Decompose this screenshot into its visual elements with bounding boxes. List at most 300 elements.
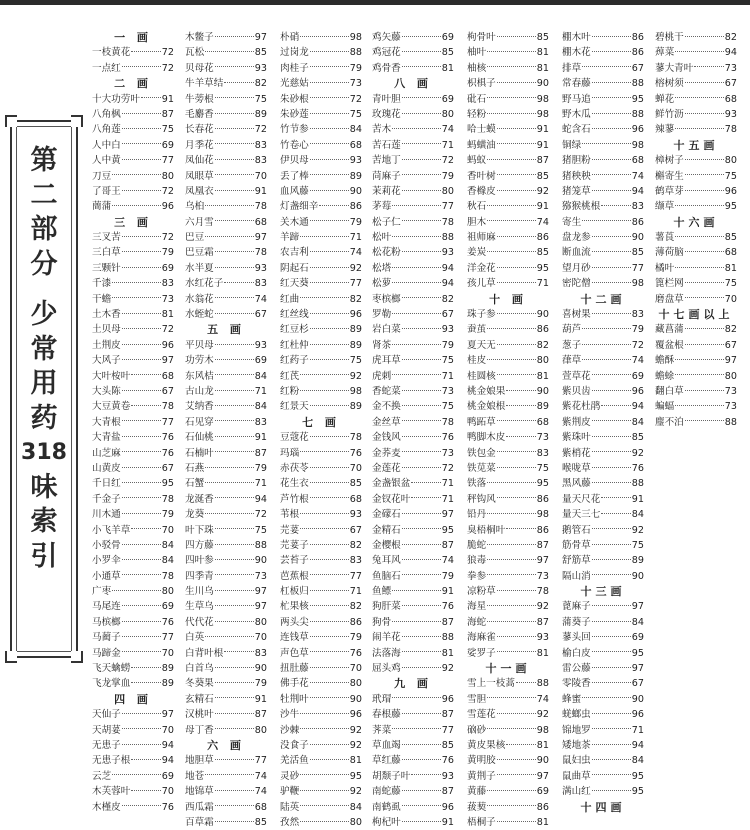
dot-leader	[402, 713, 441, 714]
dot-leader	[506, 405, 535, 406]
dot-leader	[310, 128, 349, 129]
index-entry	[655, 384, 737, 399]
index-entry	[655, 338, 737, 353]
herb-name: 生川乌	[185, 586, 214, 598]
page-number: 92	[349, 786, 362, 798]
herb-name: 砒石	[467, 93, 487, 105]
index-entry	[92, 553, 174, 568]
herb-name: 红豆杉	[280, 324, 309, 336]
stroke-count-heading: 七 画	[302, 415, 340, 429]
herb-name: 凤眼草	[185, 170, 214, 182]
dot-leader	[411, 497, 440, 498]
herb-name: 广枣	[92, 586, 112, 598]
dot-leader	[392, 697, 441, 698]
herb-name: 孩儿草	[467, 278, 496, 290]
index-entry	[562, 553, 644, 568]
page-number: 72	[254, 124, 267, 136]
herb-name: 马蔺子	[92, 632, 121, 644]
dot-leader	[300, 528, 349, 529]
page-number: 92	[441, 663, 454, 675]
herb-name: 鲜竹沥	[655, 108, 684, 120]
dot-leader	[592, 544, 631, 545]
dot-leader	[592, 682, 631, 683]
index-column	[185, 30, 267, 830]
herb-name: 小飞羊草	[92, 524, 131, 536]
page-number: 73	[536, 432, 549, 444]
page-number: 76	[441, 432, 454, 444]
herb-name: 鸭跖草	[467, 416, 496, 428]
index-entry	[92, 353, 174, 368]
index-entry	[185, 138, 267, 153]
index-entry	[372, 476, 454, 491]
dot-leader	[685, 420, 724, 421]
index-entry	[185, 476, 267, 491]
dot-leader	[215, 497, 254, 498]
dot-leader	[402, 667, 441, 668]
page-number: 97	[631, 601, 644, 613]
dot-leader	[487, 328, 536, 329]
dot-leader	[516, 682, 536, 683]
page-number: 86	[536, 324, 549, 336]
dot-leader	[310, 744, 349, 745]
dot-leader	[205, 636, 254, 637]
page-number: 81	[536, 62, 549, 74]
index-entry	[562, 30, 644, 45]
herb-name: 石见穿	[185, 416, 214, 428]
herb-name: 薄荷脑	[655, 247, 684, 259]
dot-leader	[402, 467, 441, 468]
index-entry	[92, 707, 174, 722]
page-number: 98	[631, 278, 644, 290]
herb-name: 芫荽	[280, 524, 300, 536]
herb-name: 鸡骨香	[372, 62, 401, 74]
page-number: 93	[254, 339, 267, 351]
herb-name: 瓦松	[185, 47, 205, 59]
index-entry	[562, 723, 644, 738]
dot-leader	[497, 82, 536, 83]
dot-leader	[122, 744, 161, 745]
herb-name: 喉咙草	[562, 462, 591, 474]
index-entry	[280, 138, 362, 153]
dot-leader	[310, 66, 349, 67]
page-number: 78	[441, 416, 454, 428]
page-number: 87	[254, 709, 267, 721]
dot-leader	[592, 559, 631, 560]
dot-leader	[131, 528, 160, 529]
index-entry	[372, 415, 454, 430]
index-entry	[92, 676, 174, 691]
page-number: 94	[161, 755, 174, 767]
dot-leader	[685, 82, 724, 83]
page-number: 82	[724, 324, 737, 336]
page-number: 87	[441, 539, 454, 551]
index-entry	[92, 476, 174, 491]
page-number: 89	[349, 339, 362, 351]
page-number: 75	[536, 462, 549, 474]
dot-leader	[675, 97, 724, 98]
dot-leader	[487, 728, 536, 729]
herb-name: 祖师麻	[467, 232, 496, 244]
page-number: 80	[441, 185, 454, 197]
herb-name: 松萝	[372, 278, 392, 290]
herb-name: 花生衣	[280, 478, 309, 490]
herb-name: 朴硝	[280, 32, 300, 43]
herb-name: 榕树须	[655, 78, 684, 90]
dot-leader	[215, 528, 254, 529]
dot-leader	[402, 51, 441, 52]
page-number: 96	[161, 339, 174, 351]
herb-name: 量天尺花	[562, 493, 601, 505]
index-entry	[92, 45, 174, 60]
index-entry	[92, 276, 174, 291]
index-entry	[467, 523, 549, 538]
dot-leader	[582, 359, 631, 360]
dot-leader	[402, 821, 441, 822]
herb-name: 凤仙花	[185, 155, 214, 167]
herb-name: 松花粉	[372, 247, 401, 259]
dot-leader	[122, 159, 161, 160]
herb-name: 狗骨	[372, 616, 392, 628]
dot-leader	[215, 267, 254, 268]
top-rule	[0, 0, 750, 5]
index-entry	[92, 646, 174, 661]
dot-leader	[601, 513, 630, 514]
stroke-count-heading: 九 画	[394, 677, 432, 691]
dot-leader	[675, 205, 724, 206]
dot-leader	[402, 251, 441, 252]
page-number: 97	[254, 601, 267, 613]
index-entry	[92, 599, 174, 614]
index-entry	[280, 338, 362, 353]
herb-name: 平贝母	[185, 339, 214, 351]
herb-name: 黑风藤	[562, 478, 591, 490]
index-entry	[185, 492, 267, 507]
index-entry	[562, 215, 644, 230]
herb-name: 天仙子	[92, 709, 121, 721]
herb-name: 大青盐	[92, 432, 121, 444]
index-entry	[280, 723, 362, 738]
dot-leader	[592, 267, 631, 268]
herb-name: 肉桂子	[280, 62, 309, 74]
dot-leader	[685, 190, 724, 191]
page-number: 78	[254, 201, 267, 213]
dot-leader	[310, 682, 349, 683]
index-entry	[92, 230, 174, 245]
page-number: 76	[161, 616, 174, 628]
index-entry	[562, 61, 644, 76]
herb-name: 密陀僧	[562, 278, 591, 290]
herb-name: 长春花	[185, 124, 214, 136]
herb-name: 篦栏网	[655, 278, 684, 290]
index-entry	[372, 292, 454, 307]
page-number: 69	[536, 786, 549, 798]
dot-leader	[205, 774, 254, 775]
dot-leader	[592, 420, 631, 421]
page-number: 71	[254, 478, 267, 490]
page-number: 79	[441, 570, 454, 582]
index-entry	[92, 61, 174, 76]
page-number: 74	[254, 293, 267, 305]
page-number: 90	[254, 663, 267, 675]
page-number: 91	[536, 201, 549, 213]
dot-leader	[310, 590, 349, 591]
index-entry	[562, 369, 644, 384]
herb-name: 鼠妇虫	[562, 755, 591, 767]
page-number: 73	[536, 570, 549, 582]
page-number: 71	[254, 385, 267, 397]
dot-leader	[122, 482, 161, 483]
page-number: 68	[254, 216, 267, 228]
herb-name: 鱼鳔	[372, 586, 392, 598]
page-number: 82	[441, 293, 454, 305]
herb-name: 大叶桉叶	[92, 370, 131, 382]
title-char: 引	[30, 540, 58, 572]
page-number: 68	[349, 139, 362, 151]
index-entry	[185, 707, 267, 722]
dot-leader	[497, 267, 536, 268]
page-number: 80	[161, 586, 174, 598]
page-number: 88	[631, 108, 644, 120]
page-number: 96	[349, 709, 362, 721]
index-entry	[92, 430, 174, 445]
dot-leader	[592, 82, 631, 83]
page-number: 94	[631, 185, 644, 197]
herb-name: 蒲葵子	[562, 616, 591, 628]
dot-leader	[122, 451, 161, 452]
dot-leader	[122, 497, 161, 498]
herb-name: 蝉花	[655, 93, 675, 105]
page-number: 68	[724, 247, 737, 259]
page-number: 84	[631, 509, 644, 521]
dot-leader	[506, 390, 535, 391]
herb-name: 猕猴桃根	[562, 201, 601, 213]
dot-leader	[402, 436, 441, 437]
herb-name: 母丁香	[185, 724, 214, 736]
herb-name: 汉桃叶	[185, 709, 214, 721]
stroke-count-heading: 一 画	[114, 31, 152, 44]
index-entry	[372, 245, 454, 260]
page-number: 80	[724, 155, 737, 167]
page-number: 77	[441, 724, 454, 736]
index-entry	[655, 184, 737, 199]
herb-name: 小驳骨	[92, 539, 121, 551]
dot-leader	[675, 236, 724, 237]
index-entry	[562, 630, 644, 645]
index-entry	[562, 769, 644, 784]
dot-leader	[592, 113, 631, 114]
herb-name: 葱子	[562, 339, 582, 351]
index-entry	[280, 446, 362, 461]
page-number: 83	[254, 416, 267, 428]
dot-leader	[215, 174, 254, 175]
index-entry	[372, 723, 454, 738]
dot-leader	[685, 282, 724, 283]
index-entry	[562, 169, 644, 184]
page-number: 95	[631, 770, 644, 782]
page-number: 77	[254, 755, 267, 767]
herb-name: 凤凰衣	[185, 185, 214, 197]
page-number: 85	[631, 432, 644, 444]
page-number: 73	[724, 385, 737, 397]
index-entry	[372, 322, 454, 337]
page-number: 86	[631, 47, 644, 59]
herb-name: 洋金花	[467, 262, 496, 274]
index-entry	[562, 738, 644, 753]
page-number: 73	[441, 385, 454, 397]
dot-leader	[215, 36, 254, 37]
dot-leader	[215, 374, 254, 375]
dot-leader	[592, 713, 631, 714]
index-entry	[562, 245, 644, 260]
dot-leader	[402, 451, 441, 452]
dot-leader	[205, 205, 254, 206]
dot-leader	[487, 790, 536, 791]
herb-name: 闹羊花	[372, 632, 401, 644]
herb-name: 茅莓	[372, 201, 392, 213]
herb-name: 望月砂	[562, 262, 591, 274]
page-number: 97	[441, 509, 454, 521]
page-number: 98	[536, 108, 549, 120]
dot-leader	[392, 128, 441, 129]
page-number: 92	[536, 185, 549, 197]
index-entry	[655, 153, 737, 168]
index-entry	[372, 276, 454, 291]
page-number: 89	[536, 401, 549, 413]
index-entry	[280, 615, 362, 630]
index-entry	[467, 61, 549, 76]
herb-name: 硇砂	[467, 724, 487, 736]
index-entry	[185, 276, 267, 291]
page-number: 83	[254, 155, 267, 167]
index-entry	[562, 184, 644, 199]
herb-name: 东风桔	[185, 370, 214, 382]
page-number: 76	[441, 755, 454, 767]
herb-name: 碧桃干	[655, 32, 684, 43]
herb-name: 野马追	[562, 93, 591, 105]
stroke-count-heading: 十六画	[673, 215, 719, 229]
index-entry	[562, 322, 644, 337]
page-number: 75	[441, 401, 454, 413]
dot-leader	[215, 667, 254, 668]
index-entry	[92, 261, 174, 276]
index-entry	[92, 492, 174, 507]
index-column	[655, 30, 737, 430]
index-entry	[185, 646, 267, 661]
herb-name: 扭肚藤	[280, 663, 309, 675]
index-entry	[467, 153, 549, 168]
index-entry	[655, 61, 737, 76]
index-entry	[655, 322, 737, 337]
ornament-corner	[5, 115, 17, 127]
dot-leader	[497, 713, 536, 714]
page-number: 79	[254, 462, 267, 474]
dot-leader	[675, 51, 724, 52]
index-entry	[467, 615, 549, 630]
herb-name: 川木通	[92, 509, 121, 521]
stroke-count-heading: 十七画以上	[658, 308, 734, 322]
herb-name: 蚕茧	[467, 324, 487, 336]
page-number: 77	[161, 155, 174, 167]
dot-leader	[497, 420, 536, 421]
page-number: 94	[254, 493, 267, 505]
herb-name: 无患子	[92, 739, 121, 751]
index-entry	[280, 199, 362, 214]
page-number: 80	[254, 616, 267, 628]
dot-leader	[487, 359, 536, 360]
index-entry	[467, 230, 549, 245]
index-entry	[467, 353, 549, 368]
dot-leader	[300, 236, 349, 237]
stroke-count-heading: 十三画	[580, 585, 626, 599]
herb-name: 茉莉花	[372, 185, 401, 197]
page-number: 82	[536, 339, 549, 351]
page-number: 82	[349, 601, 362, 613]
index-entry	[92, 107, 174, 122]
ornament-corner	[5, 651, 17, 663]
dot-leader	[402, 605, 441, 606]
index-entry	[185, 676, 267, 691]
page-number: 97	[161, 355, 174, 367]
dot-leader	[592, 636, 631, 637]
herb-name: 生草乌	[185, 601, 214, 613]
dot-leader	[310, 405, 349, 406]
dot-leader	[310, 636, 349, 637]
dot-leader	[112, 174, 161, 175]
index-entry	[280, 61, 362, 76]
page-number: 87	[536, 155, 549, 167]
herb-name: 猪胆粉	[562, 155, 591, 167]
herb-name: 金盏银盆	[372, 478, 411, 490]
page-number: 79	[349, 62, 362, 74]
herb-name: 红粉	[280, 385, 300, 397]
herb-name: 苘麻子	[372, 170, 401, 182]
index-entry	[280, 107, 362, 122]
index-entry	[372, 184, 454, 199]
herb-name: 孜然	[280, 816, 300, 828]
page-number: 72	[161, 185, 174, 197]
index-entry	[372, 230, 454, 245]
dot-leader	[310, 82, 349, 83]
page-number: 78	[161, 570, 174, 582]
page-number: 86	[349, 201, 362, 213]
index-entry	[185, 369, 267, 384]
page-number: 68	[536, 416, 549, 428]
herb-name: 蟾蜍	[655, 370, 675, 382]
stroke-count-heading: 十四画	[580, 800, 626, 814]
herb-name: 虎耳草	[372, 355, 401, 367]
herb-name: 缬草	[655, 201, 675, 213]
index-entry	[185, 92, 267, 107]
index-entry	[185, 30, 267, 45]
page-number: 74	[536, 216, 549, 228]
index-entry	[92, 446, 174, 461]
herb-name: 过岗龙	[280, 47, 309, 59]
ornament-corner	[71, 651, 83, 663]
page-number: 71	[441, 493, 454, 505]
page-number: 70	[161, 724, 174, 736]
page-number: 91	[631, 493, 644, 505]
page-number: 79	[349, 216, 362, 228]
dot-leader	[592, 774, 631, 775]
index-entry	[92, 153, 174, 168]
herb-name: 没食子	[280, 739, 309, 751]
dot-leader	[122, 420, 161, 421]
index-entry	[467, 569, 549, 584]
page-number: 97	[254, 32, 267, 43]
dot-leader	[122, 651, 161, 652]
index-entry	[280, 169, 362, 184]
index-entry	[467, 199, 549, 214]
